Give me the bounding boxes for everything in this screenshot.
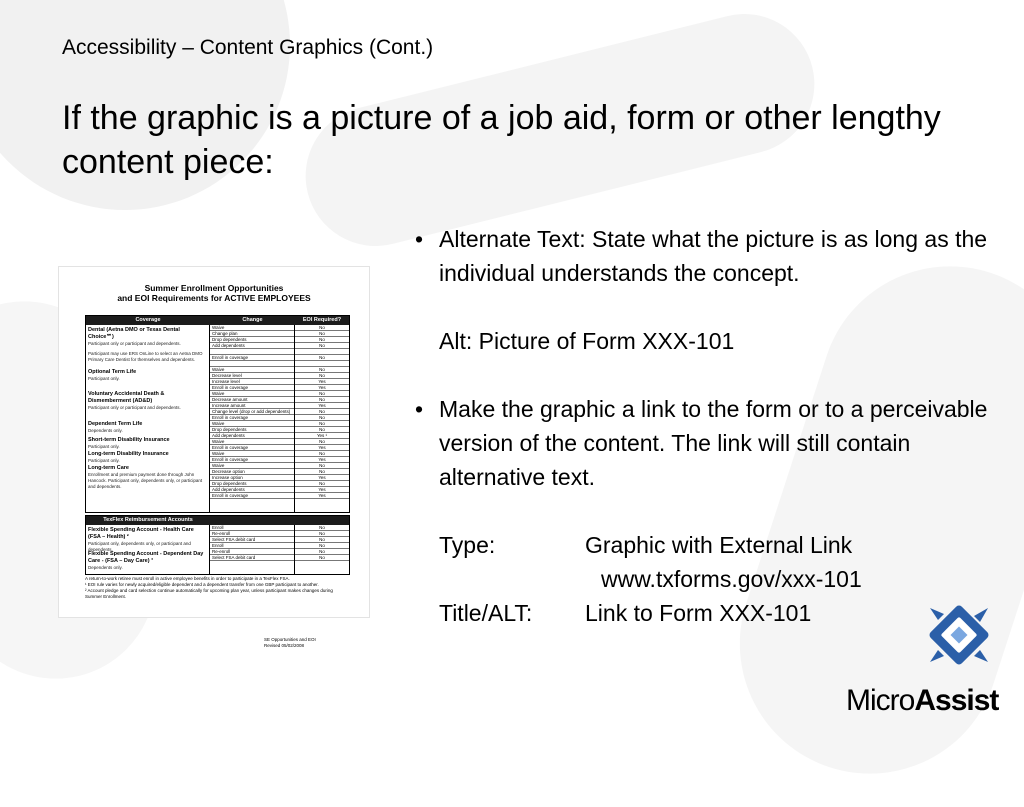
- change-cell: Enroll: [210, 525, 294, 531]
- eoi-cell: Yes: [295, 493, 349, 499]
- change-column: [210, 325, 295, 512]
- coverage-name: Optional Term Life: [88, 369, 137, 375]
- form-footer: [264, 637, 316, 649]
- change-cell: Decrease option: [210, 469, 294, 475]
- eoi-cell: No: [295, 415, 349, 421]
- texflex-change-column: [210, 525, 295, 574]
- change-cell: Select FSA debit card: [210, 555, 294, 561]
- texflex-coverage-column: [86, 525, 210, 574]
- texflex-header-cell: TexFlex Reimbursement Accounts: [103, 517, 193, 523]
- eoi-cell: No: [295, 463, 349, 469]
- eoi-cell: Yes: [295, 379, 349, 385]
- change-cell: Add dependents: [210, 343, 294, 349]
- bullet-item: [415, 392, 1005, 494]
- eoi-cell: No: [295, 543, 349, 549]
- eoi-cell: Yes: [295, 475, 349, 481]
- change-cell: Drop dependents: [210, 337, 294, 343]
- bullet-glyph: •: [415, 226, 424, 252]
- slide-heading: If the graphic is a picture of a job aid, form or other lengthy content piece:: [62, 99, 941, 181]
- eoi-cell: Yes: [295, 403, 349, 409]
- title-row: [415, 596, 1005, 630]
- eoi-column: [295, 325, 349, 512]
- bullet-item: [415, 222, 1005, 290]
- change-cell: Waive: [210, 391, 294, 397]
- coverage-desc: Participant only or participant and dependents.: [88, 405, 181, 410]
- table-header: [86, 316, 349, 325]
- change-cell: Change level (drop or add dependents): [210, 409, 294, 415]
- change-cell: Add dependents: [210, 487, 294, 493]
- eoi-cell: Yes: [295, 487, 349, 493]
- form-image: [58, 266, 370, 648]
- coverage-desc: Dependents only.: [88, 565, 123, 570]
- eoi-cell: No: [295, 337, 349, 343]
- bullet-list: [415, 222, 1005, 630]
- form-footer-line: SE Opportunities and EOI: [264, 637, 316, 642]
- texflex-table: [85, 515, 350, 575]
- change-cell: Enroll in coverage: [210, 457, 294, 463]
- eoi-cell: No: [295, 343, 349, 349]
- microassist-logo-text: [846, 684, 998, 718]
- slide-subtitle: Accessibility – Content Graphics (Cont.): [62, 36, 434, 59]
- change-cell: Enroll: [210, 543, 294, 549]
- eoi-cell: No: [295, 525, 349, 531]
- form-footer-line: Revised 05/02/2008: [264, 643, 305, 648]
- coverage-desc: Participant only, dependents only, or participant and dependents.: [88, 541, 191, 552]
- eoi-cell: No: [295, 531, 349, 537]
- enrollment-table: [85, 315, 350, 513]
- change-cell: Decrease amount: [210, 397, 294, 403]
- eoi-cell: No: [295, 537, 349, 543]
- change-cell: Drop dependents: [210, 481, 294, 487]
- form-note: ¹ EOI rule varies for newly acquired/eligible dependent and a dependent transfer from one GBP participant to another.: [85, 582, 319, 587]
- change-cell: Enroll in coverage: [210, 415, 294, 421]
- change-cell: Enroll in coverage: [210, 445, 294, 451]
- texflex-header: [86, 516, 349, 525]
- eoi-cell: No: [295, 325, 349, 331]
- eoi-cell: Yes: [295, 445, 349, 451]
- change-cell: Enroll in coverage: [210, 385, 294, 391]
- table-header-cell: Change: [242, 317, 263, 323]
- type-label: Type:: [439, 532, 496, 558]
- eoi-cell: No: [295, 397, 349, 403]
- form-notes: [85, 576, 350, 600]
- eoi-cell: No: [295, 555, 349, 561]
- eoi-cell: No: [295, 391, 349, 397]
- change-cell: Add dependents: [210, 433, 294, 439]
- coverage-column: [86, 325, 210, 512]
- change-cell: Waive: [210, 463, 294, 469]
- form-title: [59, 283, 369, 303]
- bullet-glyph: •: [415, 396, 424, 422]
- change-cell: Increase level: [210, 379, 294, 385]
- coverage-name: Short-term Disability Insurance: [88, 437, 170, 443]
- title-label: Title/ALT:: [439, 600, 533, 626]
- bullet-text: Make the graphic a link to the form or to a perceivable version of the content. The link will still contain alternative text.: [439, 396, 988, 490]
- title-value: Link to Form XXX-101: [585, 600, 812, 626]
- form-note: ² Account pledge and card selection continue automatically for upcoming plan year, unless participant makes changes during Summer Enrollment.: [85, 588, 333, 599]
- eoi-cell: No: [295, 427, 349, 433]
- change-cell: Increase amount: [210, 403, 294, 409]
- eoi-cell: No: [295, 355, 349, 361]
- change-cell: Enroll in coverage: [210, 493, 294, 499]
- table-header-cell: EOI Required?: [302, 317, 342, 323]
- eoi-cell: No: [295, 451, 349, 457]
- eoi-cell: No: [295, 373, 349, 379]
- type-row: [415, 528, 1005, 562]
- change-cell: Waive: [210, 421, 294, 427]
- form-title-line1: Summer Enrollment Opportunities: [144, 283, 284, 293]
- logo-text-light: Micro: [846, 684, 915, 717]
- eoi-cell: No: [295, 469, 349, 475]
- logo-text-bold: Assist: [914, 684, 999, 717]
- eoi-cell: No: [295, 421, 349, 427]
- change-cell: Enroll in coverage: [210, 355, 294, 361]
- change-cell: Waive: [210, 451, 294, 457]
- bullet-text: Alternate Text: State what the picture is as long as the individual understands the concept.: [439, 226, 988, 286]
- change-cell: Re-enroll: [210, 531, 294, 537]
- change-cell: Waive: [210, 439, 294, 445]
- coverage-desc: Participant only.: [88, 444, 120, 449]
- eoi-cell: Yes: [295, 457, 349, 463]
- coverage-desc: Participant may use ERS OnLine to select an Aetna DMO Primary Care Dentist for themselves and dependents.: [88, 351, 203, 362]
- coverage-name: Flexible Spending Account - Health Care (FSA – Health) ²: [88, 527, 194, 540]
- coverage-desc: Participant only or participant and dependents.: [88, 341, 181, 346]
- alt-example: Alt: Picture of Form XXX-101: [439, 328, 735, 354]
- change-cell: Waive: [210, 367, 294, 373]
- table-header-cell: Coverage: [135, 317, 161, 323]
- coverage-name: Voluntary Accidental Death & Dismemberment (AD&D): [88, 391, 165, 404]
- coverage-name: Long-term Disability Insurance: [88, 451, 169, 457]
- change-cell: Change plan: [210, 331, 294, 337]
- change-cell: Re-enroll: [210, 549, 294, 555]
- change-cell: Select FSA debit card: [210, 537, 294, 543]
- change-cell: Decrease level: [210, 373, 294, 379]
- coverage-desc: Participant only.: [88, 376, 120, 381]
- eoi-cell: No: [295, 409, 349, 415]
- coverage-desc: Dependents only.: [88, 428, 123, 433]
- type-value: Graphic with External Link: [585, 532, 853, 558]
- eoi-cell: Yes: [295, 385, 349, 391]
- coverage-name: Flexible Spending Account - Dependent Day Care - (FSA – Day Care) ³: [88, 551, 204, 564]
- link-url[interactable]: www.txforms.gov/xxx-101: [601, 566, 862, 592]
- eoi-cell: No: [295, 481, 349, 487]
- coverage-desc: Participant only.: [88, 458, 120, 463]
- microassist-logo-icon: [922, 598, 996, 672]
- change-cell: Waive: [210, 325, 294, 331]
- texflex-eoi-column: [295, 525, 349, 574]
- eoi-cell: No: [295, 331, 349, 337]
- coverage-name: Dependent Term Life: [88, 421, 143, 427]
- coverage-desc: Enrollment and premium payment done through John Hancock. Participant only, dependents only, or participant and dependents.: [88, 472, 203, 489]
- change-cell: Drop dependents: [210, 427, 294, 433]
- change-cell: Increase option: [210, 475, 294, 481]
- coverage-name: Long-term Care: [88, 465, 129, 471]
- coverage-name: Dental (Aetna DMO or Texas Dental Choice℠): [88, 327, 180, 340]
- form-note: A return-to-work retiree must enroll in active employee benefits in order to participate in a TexFlex FSA.: [85, 576, 290, 581]
- form-title-line2: and EOI Requirements for ACTIVE EMPLOYEES: [117, 293, 311, 303]
- eoi-cell: Yes ¹: [295, 433, 349, 439]
- eoi-cell: No: [295, 367, 349, 373]
- eoi-cell: No: [295, 439, 349, 445]
- eoi-cell: No: [295, 549, 349, 555]
